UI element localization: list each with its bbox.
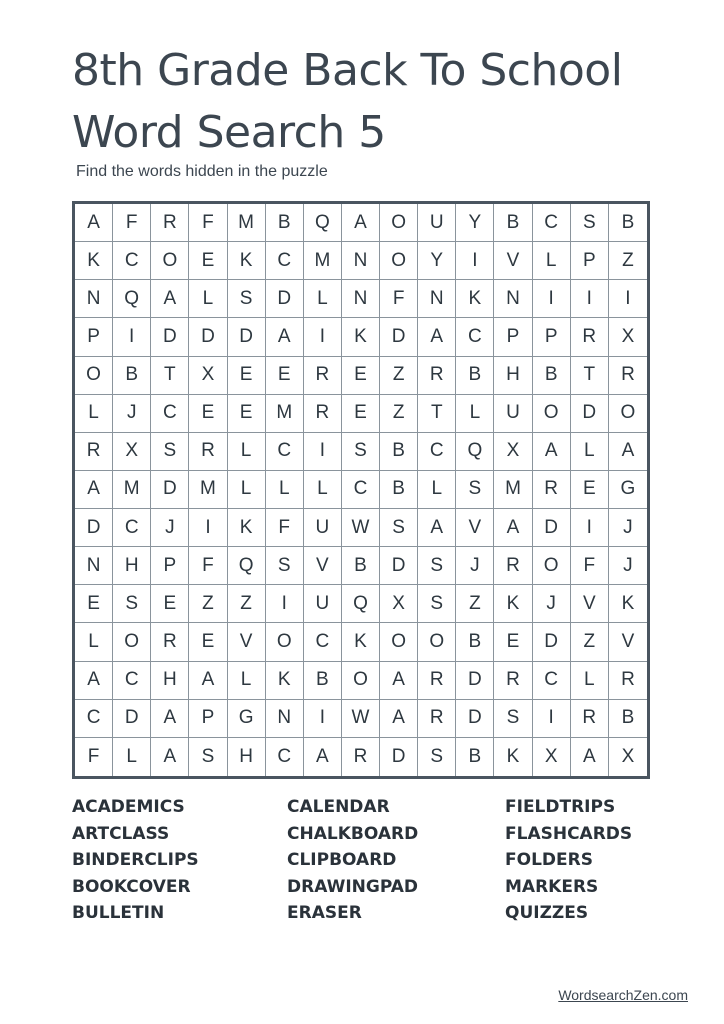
grid-cell: A <box>151 700 189 738</box>
grid-cell: F <box>113 204 151 242</box>
grid-cell: K <box>228 509 266 547</box>
grid-cell: W <box>342 700 380 738</box>
grid-cell: I <box>533 700 571 738</box>
grid-cell: B <box>494 204 532 242</box>
grid-cell: F <box>266 509 304 547</box>
grid-cell: M <box>228 204 266 242</box>
grid-cell: P <box>571 242 609 280</box>
grid-cell: B <box>304 662 342 700</box>
grid-cell: I <box>609 280 647 318</box>
grid-cell: S <box>571 204 609 242</box>
grid-cell: V <box>304 547 342 585</box>
grid-cell: U <box>418 204 456 242</box>
grid-cell: N <box>342 280 380 318</box>
word-item: FIELDTRIPS <box>505 797 616 817</box>
grid-cell: C <box>418 433 456 471</box>
grid-cell: B <box>266 204 304 242</box>
grid-cell: L <box>533 242 571 280</box>
grid-cell: Z <box>380 395 418 433</box>
word-item: MARKERS <box>505 876 599 897</box>
word-column <box>505 794 632 927</box>
grid-cell: I <box>189 509 227 547</box>
grid-cell: S <box>418 738 456 776</box>
grid-cell: L <box>228 471 266 509</box>
grid-cell: B <box>456 623 494 661</box>
grid-cell: I <box>304 700 342 738</box>
grid-cell: X <box>621 745 635 767</box>
grid-cell: L <box>189 280 227 318</box>
grid-cell: C <box>113 509 151 547</box>
grid-cell: L <box>266 471 304 509</box>
grid-cell: Y <box>418 242 456 280</box>
grid-cell: A <box>609 433 647 471</box>
grid-cell: L <box>456 395 494 433</box>
grid-cell: N <box>75 547 113 585</box>
grid-cell: R <box>609 662 647 700</box>
word-item: ACADEMICS <box>72 797 185 817</box>
grid-cell: L <box>228 433 266 471</box>
grid-cell: E <box>189 395 227 433</box>
grid-cell: F <box>380 280 418 318</box>
footer-link[interactable]: WordsearchZen.com <box>558 987 688 1003</box>
grid-cell: O <box>533 395 571 433</box>
grid-cell: A <box>75 662 113 700</box>
grid-cell: O <box>380 623 418 661</box>
grid-cell: E <box>189 623 227 661</box>
grid-cell: J <box>609 547 647 585</box>
grid-cell: D <box>380 738 418 776</box>
grid-cell: A <box>75 204 113 242</box>
grid-cell: B <box>380 471 418 509</box>
grid-cell: E <box>342 395 380 433</box>
grid-cell: A <box>418 509 456 547</box>
grid-cell: O <box>380 242 418 280</box>
word-column <box>287 794 418 927</box>
grid-cell: Z <box>380 357 418 395</box>
grid-cell: C <box>113 242 151 280</box>
word-item: BINDERCLIPS <box>72 850 199 871</box>
grid-cell: F <box>75 738 113 776</box>
grid-cell: T <box>418 395 456 433</box>
grid-cell: E <box>75 585 113 623</box>
grid-cell: M <box>266 395 304 433</box>
grid-cell: M <box>494 471 532 509</box>
grid-cell: L <box>571 433 609 471</box>
word-item: ARTCLASS <box>72 823 170 844</box>
grid-cell: I <box>456 242 494 280</box>
grid-cell: Y <box>456 204 494 242</box>
word-item: CHALKBOARD <box>287 823 419 844</box>
word-item: QUIZZES <box>505 903 589 924</box>
grid-cell: S <box>380 509 418 547</box>
grid-cell: Q <box>304 204 342 242</box>
grid-cell: A <box>533 433 571 471</box>
grid-cell: P <box>494 318 532 356</box>
grid-cell: L <box>75 623 113 661</box>
grid-cell: E <box>151 585 189 623</box>
grid-cell: D <box>151 471 189 509</box>
grid-cell: L <box>113 738 151 776</box>
grid-cell: S <box>342 433 380 471</box>
grid-cell: A <box>571 738 609 776</box>
grid-cell: N <box>266 700 304 738</box>
grid-cell: Q <box>113 280 151 318</box>
grid-cell: I <box>304 433 342 471</box>
grid-cell: V <box>456 509 494 547</box>
grid-cell: R <box>418 357 456 395</box>
grid-cell: V <box>609 623 647 661</box>
grid-cell: T <box>151 357 189 395</box>
grid-cell: E <box>571 471 609 509</box>
grid-cell: D <box>151 318 189 356</box>
grid-cell: A <box>380 700 418 738</box>
grid-cell: C <box>151 395 189 433</box>
grid-cell: Q <box>228 547 266 585</box>
word-item: CALENDAR <box>287 797 390 817</box>
grid-cell: K <box>228 242 266 280</box>
grid-cell: E <box>189 242 227 280</box>
grid-cell: C <box>456 318 494 356</box>
grid-cell: M <box>304 242 342 280</box>
grid-cell: V <box>494 242 532 280</box>
grid-cell: R <box>494 547 532 585</box>
word-item: ERASER <box>287 903 362 924</box>
grid-cell: J <box>151 509 189 547</box>
grid-cell: V <box>571 585 609 623</box>
grid-cell: D <box>228 318 266 356</box>
grid-cell: B <box>380 433 418 471</box>
grid-cell: R <box>151 204 189 242</box>
grid-cell: S <box>113 585 151 623</box>
grid-cell: U <box>304 509 342 547</box>
word-column <box>72 794 199 927</box>
grid-cell: F <box>189 204 227 242</box>
grid-cell: I <box>304 318 342 356</box>
grid-cell: A <box>75 471 113 509</box>
grid-cell: R <box>418 700 456 738</box>
grid-cell: O <box>533 547 571 585</box>
grid-cell: Z <box>571 623 609 661</box>
grid-cell: S <box>151 433 189 471</box>
grid-cell: E <box>228 357 266 395</box>
grid-cell: Q <box>342 585 380 623</box>
grid-cell: X <box>494 433 532 471</box>
grid-cell: C <box>113 662 151 700</box>
grid-cell: R <box>533 471 571 509</box>
grid-cell: P <box>533 318 571 356</box>
grid-cell: A <box>266 318 304 356</box>
letter-grid <box>75 204 647 776</box>
grid-cell: I <box>571 280 609 318</box>
grid-cell: I <box>266 585 304 623</box>
grid-cell: K <box>266 662 304 700</box>
grid-cell: D <box>75 509 113 547</box>
grid-cell: R <box>342 738 380 776</box>
grid-cell: N <box>342 242 380 280</box>
word-item: FLASHCARDS <box>505 823 633 844</box>
grid-cell: C <box>304 623 342 661</box>
grid-cell: R <box>304 357 342 395</box>
grid-cell: U <box>304 585 342 623</box>
grid-cell: U <box>494 395 532 433</box>
grid-cell: Z <box>228 585 266 623</box>
grid-cell: C <box>342 471 380 509</box>
grid-cell: B <box>456 357 494 395</box>
grid-cell: S <box>228 280 266 318</box>
grid-cell: L <box>571 662 609 700</box>
grid-cell: A <box>342 204 380 242</box>
grid-cell: R <box>151 623 189 661</box>
grid-cell: S <box>418 547 456 585</box>
grid-cell: L <box>418 471 456 509</box>
grid-cell: K <box>456 280 494 318</box>
grid-cell: O <box>113 623 151 661</box>
grid-cell: F <box>571 547 609 585</box>
grid-cell: E <box>494 623 532 661</box>
grid-cell: R <box>418 662 456 700</box>
grid-cell: E <box>266 357 304 395</box>
grid-cell: D <box>113 700 151 738</box>
grid-cell: M <box>189 471 227 509</box>
grid-cell: A <box>151 280 189 318</box>
grid-cell: G <box>609 471 647 509</box>
grid-cell: S <box>418 585 456 623</box>
grid-cell: X <box>533 738 571 776</box>
grid-cell: H <box>151 662 189 700</box>
grid-cell: D <box>266 280 304 318</box>
grid-cell: X <box>609 318 647 356</box>
grid-cell: K <box>609 585 647 623</box>
grid-cell: B <box>609 700 647 738</box>
grid-cell: J <box>533 585 571 623</box>
grid-cell: H <box>113 547 151 585</box>
grid-cell: X <box>113 433 151 471</box>
grid-cell: V <box>228 623 266 661</box>
grid-cell: H <box>494 357 532 395</box>
grid-cell: E <box>228 395 266 433</box>
word-item: BULLETIN <box>72 903 165 924</box>
grid-cell: M <box>113 471 151 509</box>
grid-cell: H <box>228 738 266 776</box>
grid-cell: I <box>113 318 151 356</box>
subtitle: Find the words hidden in the puzzle <box>76 163 328 180</box>
grid-cell: K <box>494 585 532 623</box>
grid-cell: D <box>571 395 609 433</box>
grid-cell: T <box>571 357 609 395</box>
grid-cell: O <box>151 242 189 280</box>
grid-cell: C <box>533 662 571 700</box>
grid-cell: S <box>494 700 532 738</box>
grid-cell: N <box>418 280 456 318</box>
grid-cell: K <box>342 623 380 661</box>
grid-cell: C <box>75 700 113 738</box>
grid-cell: K <box>494 738 532 776</box>
grid-cell: L <box>304 471 342 509</box>
grid-cell: O <box>342 662 380 700</box>
word-item: FOLDERS <box>505 850 593 871</box>
grid-cell: F <box>189 547 227 585</box>
grid-cell: P <box>75 318 113 356</box>
grid-cell: D <box>380 318 418 356</box>
grid-cell: A <box>189 662 227 700</box>
grid-cell: A <box>151 738 189 776</box>
word-item: CLIPBOARD <box>287 850 397 871</box>
grid-cell: D <box>533 509 571 547</box>
grid-cell: I <box>533 280 571 318</box>
grid-cell: Q <box>456 433 494 471</box>
grid-cell: G <box>228 700 266 738</box>
grid-cell: S <box>456 471 494 509</box>
grid-cell: S <box>189 738 227 776</box>
word-item: DRAWINGPAD <box>287 876 419 897</box>
grid-cell: B <box>533 357 571 395</box>
grid-cell: R <box>571 700 609 738</box>
grid-cell: O <box>609 395 647 433</box>
grid-cell: X <box>189 357 227 395</box>
grid-cell: L <box>75 395 113 433</box>
grid-cell: A <box>418 318 456 356</box>
grid-cell: R <box>571 318 609 356</box>
grid-cell: S <box>266 547 304 585</box>
grid-cell: B <box>342 547 380 585</box>
grid-cell: K <box>75 242 113 280</box>
grid-cell: A <box>380 662 418 700</box>
grid-cell: R <box>494 662 532 700</box>
grid-cell: X <box>380 585 418 623</box>
grid-cell: P <box>189 700 227 738</box>
grid-cell: K <box>342 318 380 356</box>
grid-cell: C <box>533 204 571 242</box>
grid-cell: L <box>304 280 342 318</box>
grid-cell: P <box>151 547 189 585</box>
grid-cell: W <box>342 509 380 547</box>
grid-cell: I <box>571 509 609 547</box>
word-item: BOOKCOVER <box>72 876 191 897</box>
grid-cell: A <box>494 509 532 547</box>
grid-cell: B <box>113 357 151 395</box>
grid-cell: O <box>418 623 456 661</box>
grid-cell: O <box>266 623 304 661</box>
page-title: 8th Grade Back To School Word Search 5 <box>72 45 623 158</box>
grid-cell: Z <box>189 585 227 623</box>
grid-cell: D <box>380 547 418 585</box>
grid-cell: D <box>456 700 494 738</box>
puzzle-grid <box>72 201 650 779</box>
grid-cell: E <box>342 357 380 395</box>
grid-cell: J <box>456 547 494 585</box>
grid-cell: Z <box>456 585 494 623</box>
grid-cell: N <box>75 280 113 318</box>
grid-cell: C <box>266 738 304 776</box>
grid-cell: J <box>113 395 151 433</box>
grid-cell: J <box>609 509 647 547</box>
grid-cell: R <box>304 395 342 433</box>
grid-cell: D <box>456 662 494 700</box>
grid-cell: N <box>494 280 532 318</box>
grid-cell: C <box>266 242 304 280</box>
grid-cell: B <box>456 738 494 776</box>
grid-cell: D <box>533 623 571 661</box>
grid-cell: D <box>189 318 227 356</box>
grid-cell: R <box>75 433 113 471</box>
grid-cell: O <box>75 357 113 395</box>
grid-cell: A <box>304 738 342 776</box>
grid-cell: O <box>380 204 418 242</box>
grid-cell: B <box>609 204 647 242</box>
grid-cell: L <box>228 662 266 700</box>
grid-cell: Z <box>609 242 647 280</box>
grid-cell: C <box>266 433 304 471</box>
grid-cell: R <box>189 433 227 471</box>
grid-cell: R <box>609 357 647 395</box>
